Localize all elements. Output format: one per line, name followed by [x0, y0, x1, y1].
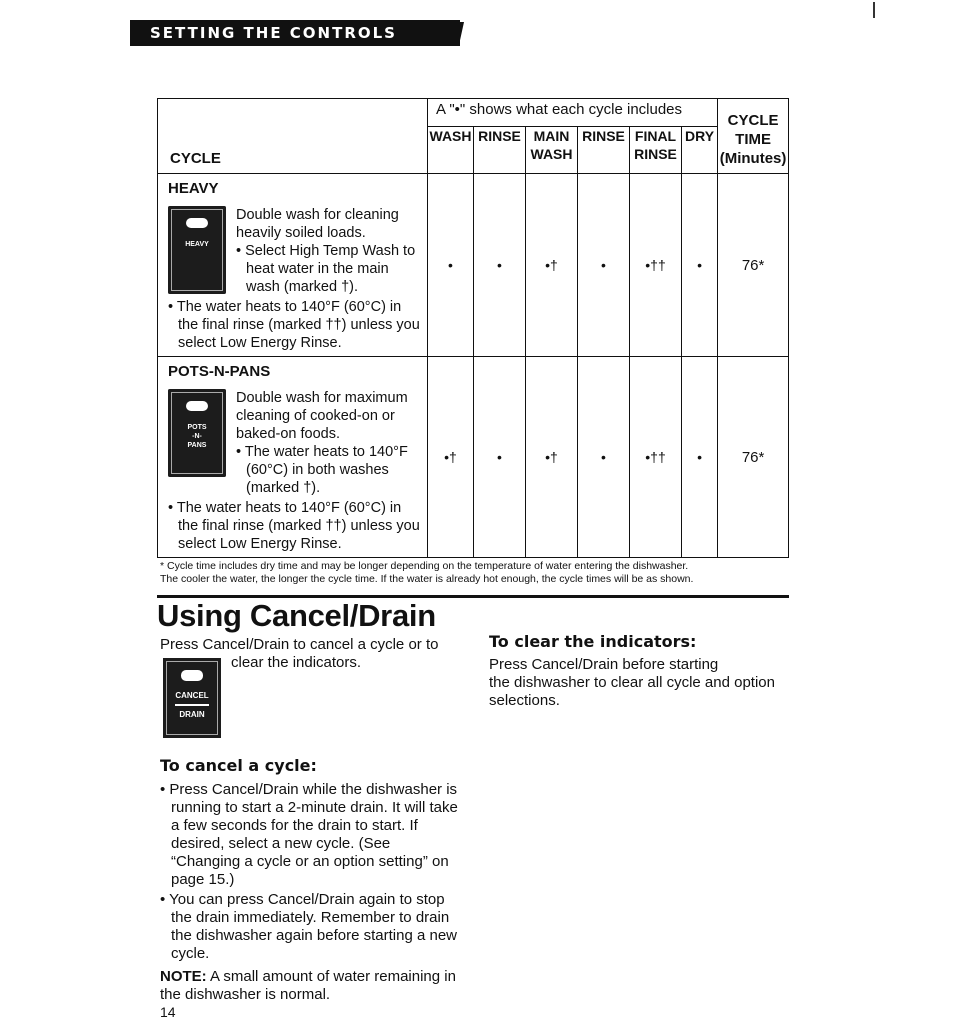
table-row [158, 174, 789, 357]
table-note-header: A "•" shows what each cycle includes [428, 99, 717, 127]
cycle-description [158, 357, 428, 558]
col-wash: WASH [428, 127, 474, 173]
margin-mark [873, 2, 875, 18]
cycle-summary: Double wash for cleaning heavily soiled loads. [236, 207, 399, 241]
page-number: 14 [160, 1004, 176, 1020]
heavy-button-icon: HEAVY [168, 206, 226, 294]
banner-tab [452, 22, 464, 44]
note-text: NOTE: A small amount of water remaining in the dishwasher is normal. [160, 968, 456, 1003]
col-rinse: RINSE [474, 127, 526, 173]
intro-text: Press Cancel/Drain to cancel a cycle or to clear the indicators. [160, 636, 439, 671]
mark-cell: • [578, 174, 630, 357]
mark-cell: •† [526, 174, 578, 357]
cycle-bullet: • The water heats to 140°F (60°C) in the final rinse (marked ††) unless you select Low Energy Rinse. [168, 500, 420, 552]
cycle-name: POTS-N-PANS [168, 363, 271, 380]
mark-cell: • [682, 174, 718, 357]
mark-cell: •†† [630, 174, 682, 357]
list-item: • Press Cancel/Drain while the dishwasher is running to start a 2-minute drain. It will take a few seconds for the drain to start. If desired, select a new cycle. (See “Changing a cycle or an option setting” on page 15.) [160, 781, 458, 888]
col-dry: DRY [685, 128, 715, 144]
cancel-cycle-list [160, 781, 460, 965]
col-final-rinse: FINAL RINSE [630, 127, 682, 173]
table-row [158, 357, 789, 558]
cycle-name: HEAVY [168, 180, 219, 197]
mark-cell: • [682, 357, 718, 558]
mark-cell: •† [526, 357, 578, 558]
cancel-cycle-heading: To cancel a cycle: [160, 756, 317, 775]
mark-cell: •†† [630, 357, 682, 558]
mark-cell: •† [428, 357, 474, 558]
list-item: • You can press Cancel/Drain again to stop the drain immediately. Remember to drain the dishwasher again before starting a new cycle. [160, 891, 458, 962]
section-title: Using Cancel/Drain [157, 598, 436, 633]
cycle-bullet: • The water heats to 140°F (60°C) in the final rinse (marked ††) unless you select Low Energy Rinse. [168, 299, 420, 351]
cycle-table [157, 98, 789, 558]
col-rinse-2: RINSE [578, 127, 630, 173]
cycle-description [158, 174, 428, 357]
cycle-summary: Double wash for maximum cleaning of cooked-on or baked-on foods. [236, 390, 408, 442]
pots-n-pans-button-icon: POTS -N- PANS [168, 389, 226, 477]
clear-indicators-text: Press Cancel/Drain before starting the dishwasher to clear all cycle and option selections. [489, 656, 775, 709]
mark-cell: • [474, 357, 526, 558]
cycle-time: 76* [718, 357, 789, 558]
clear-indicators-heading: To clear the indicators: [489, 632, 697, 651]
cycle-sub-bullet: • Select High Temp Wash to heat water in the main wash (marked †). [236, 243, 416, 295]
section-banner: SETTING THE CONTROLS [130, 20, 460, 46]
table-footnote: * Cycle time includes dry time and may be longer depending on the temperature of water entering the dishwasher. The cooler the water, the longer the cycle time. If the water is already hot enough, the cycle times will be as shown. [160, 560, 694, 585]
col-main-wash: MAIN WASH [526, 127, 578, 173]
cycle-time: 76* [718, 174, 789, 357]
cancel-drain-button-icon: CANCEL DRAIN [163, 658, 221, 738]
mark-cell: • [578, 357, 630, 558]
mark-cell: • [428, 174, 474, 357]
cycle-time-header: CYCLE TIME (Minutes) [718, 99, 789, 174]
mark-cell: • [474, 174, 526, 357]
cycle-sub-bullet: • The water heats to 140°F (60°C) in both washes (marked †). [236, 444, 408, 496]
cycle-column-header: CYCLE [158, 99, 428, 174]
